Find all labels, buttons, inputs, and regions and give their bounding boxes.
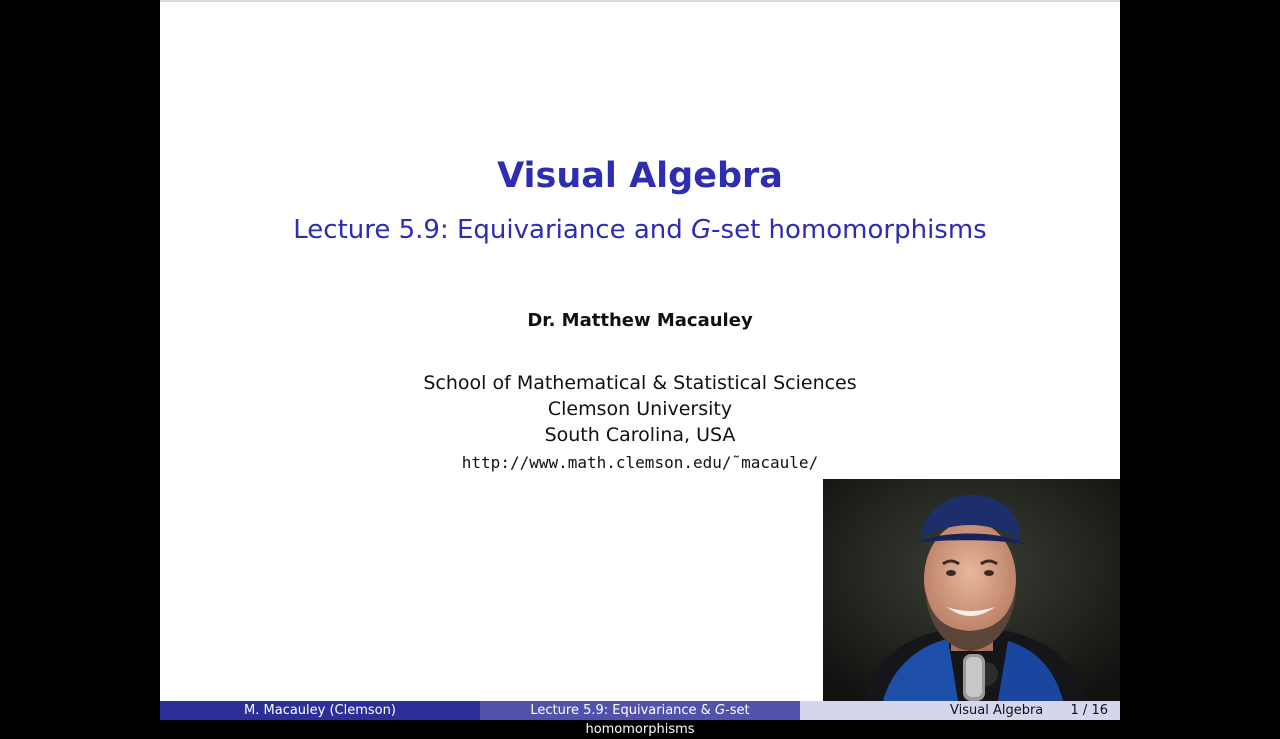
footer-lecture-italic: G	[714, 703, 726, 718]
author-url: http://www.math.clemson.edu/˜macaule/	[461, 453, 819, 472]
slide-footer	[160, 701, 1120, 737]
subtitle-italic: G	[691, 215, 712, 245]
footer-lecture-prefix: Lecture 5.9: Equivariance &	[530, 703, 715, 718]
subtitle-suffix: -set homomorphisms	[711, 215, 987, 245]
presenter-webcam	[823, 479, 1120, 701]
footer-author: M. Macauley (Clemson)	[160, 701, 480, 720]
presenter-image	[823, 479, 1120, 701]
institution-university: Clemson University	[547, 398, 733, 420]
institution-school: School of Mathematical & Statistical Sciences	[423, 372, 857, 394]
footer-page-number: 1 / 16	[1070, 703, 1108, 718]
footer-course-title: Visual Algebra	[950, 703, 1044, 718]
footer-lecture	[480, 701, 800, 737]
slide-title: Visual Algebra	[497, 156, 783, 196]
footer-lecture-suffix: -set homomorphisms	[585, 703, 750, 737]
footer-right	[800, 701, 1120, 720]
institution-location: South Carolina, USA	[544, 424, 736, 446]
slide-border	[160, 0, 1120, 2]
author-name: Dr. Matthew Macauley	[527, 310, 753, 331]
subtitle-prefix: Lecture 5.9: Equivariance and	[293, 215, 692, 245]
slide-subtitle	[160, 212, 1120, 248]
